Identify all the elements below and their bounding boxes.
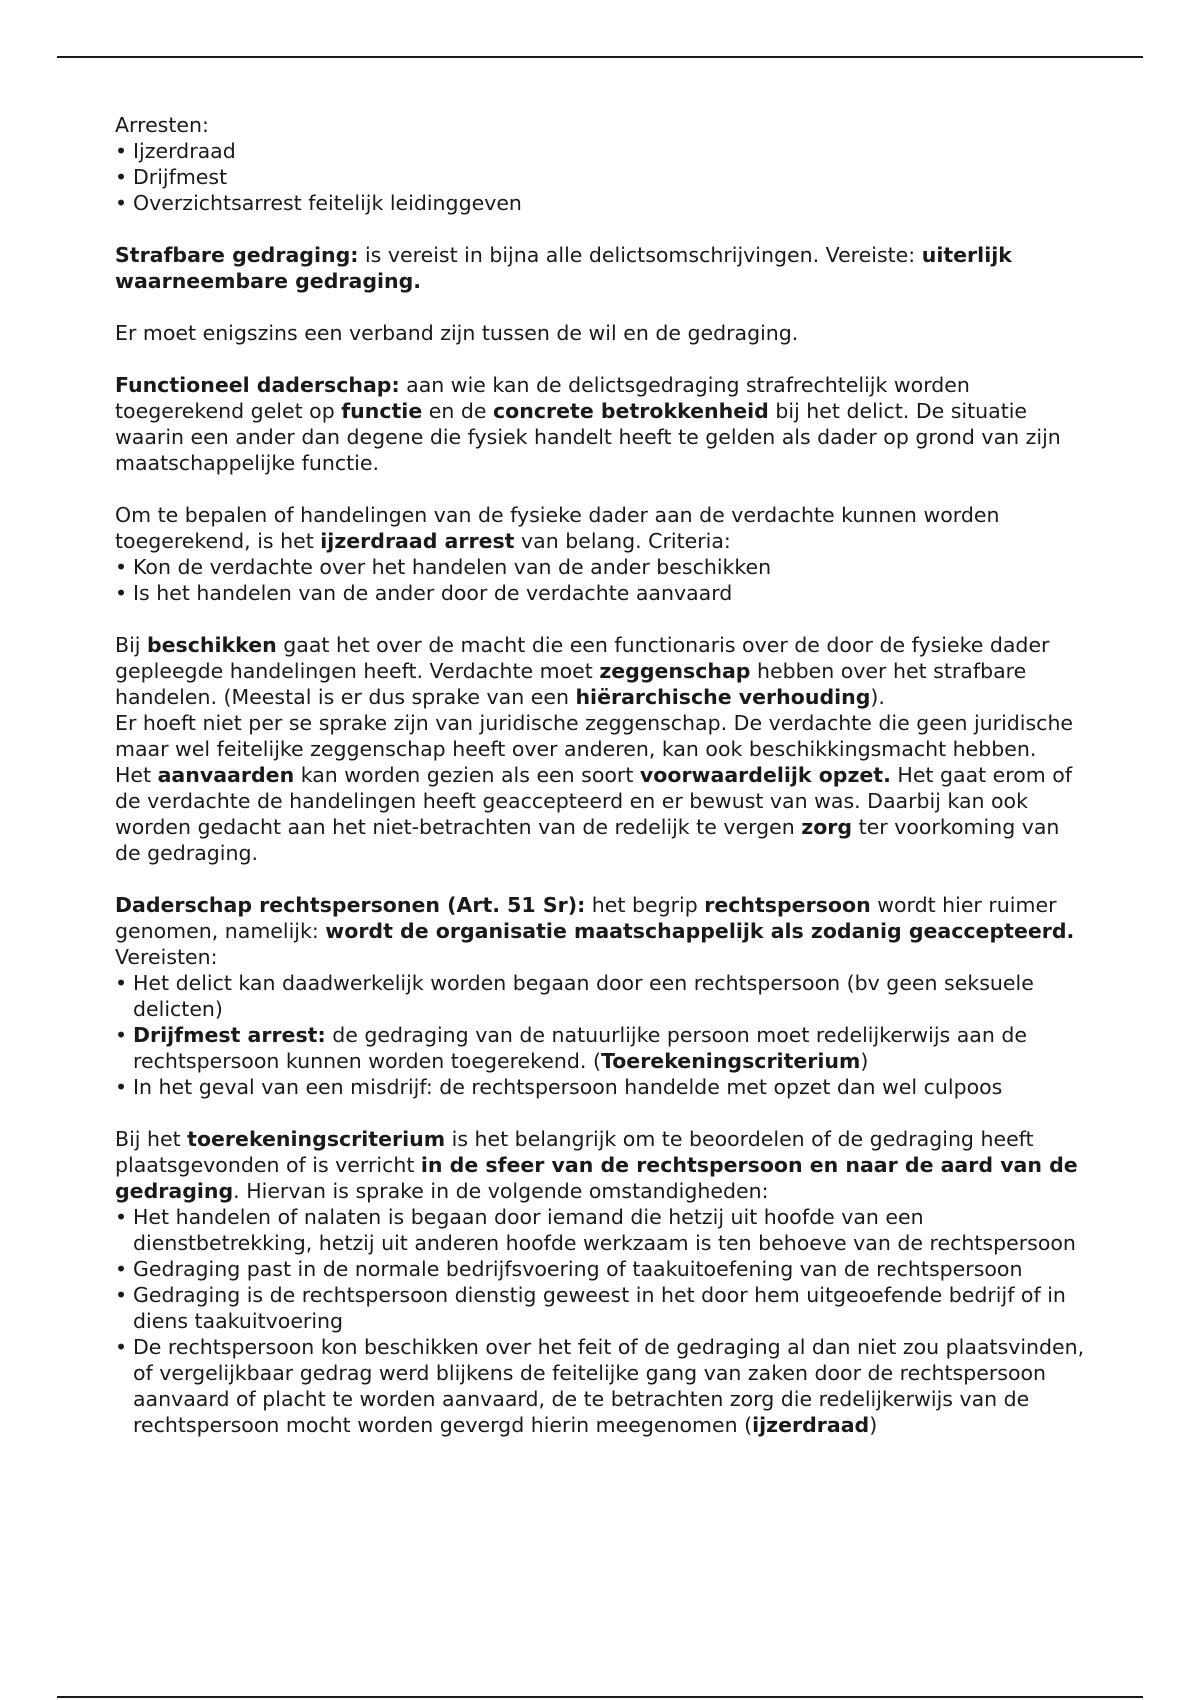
list-item: • Overzichtsarrest feitelijk leidinggeven — [115, 191, 522, 215]
list-item: • Gedraging is de rechtspersoon dienstig geweest in het door hem uitgeoefende bedrijf of in diens taakuitvoering — [115, 1283, 1066, 1333]
toerekening-section — [115, 1126, 1085, 1438]
bullet-icon: • — [115, 165, 128, 189]
arresten-list — [115, 138, 1085, 216]
arresten-heading: Arresten: — [115, 113, 209, 137]
list-item: • Ijzerdraad — [115, 139, 236, 163]
list-item: • Het handelen of nalaten is begaan door iemand die hetzij uit hoofde van een dienstbetrekking, hetzij uit anderen hoofde werkzaam is ten behoeve van de rechtspersoon — [115, 1205, 1076, 1255]
bepalen-paragraph: Om te bepalen of handelingen van de fysieke dader aan de verdachte kunnen worden toegerekend, is het ijzerdraad arrest van belang. Criteria: — [115, 503, 1000, 553]
list-item: • Kon de verdachte over het handelen van de ander beschikken — [115, 555, 772, 579]
strafbare-paragraph: Strafbare gedraging: is vereist in bijna alle delictsomschrijvingen. Vereiste: uiterlijk waarneembare gedraging. — [115, 243, 1012, 293]
list-item: • Gedraging past in de normale bedrijfsvoering of taakuitoefening van de rechtspersoon — [115, 1257, 1023, 1281]
rechtspersonen-section — [115, 892, 1085, 1100]
juridische-zeggenschap-paragraph: Er hoeft niet per se sprake zijn van juridische zeggenschap. De verdachte die geen juridische maar wel feitelijke zeggenschap heeft over anderen, kan ook beschikkingsmacht hebben. — [115, 711, 1074, 761]
functioneel-paragraph: Functioneel daderschap: aan wie kan de delictsgedraging strafrechtelijk worden toegerekend gelet op functie en de concrete betrokkenheid bij het delict. De situatie waarin een ander dan degene die fysiek handelt heeft te gelden als dader op grond van zijn maatschappelijke functie. — [115, 373, 1061, 475]
beschikken-section — [115, 632, 1085, 866]
bullet-icon: • — [115, 1205, 128, 1229]
rechtspersonen-paragraph: Daderschap rechtspersonen (Art. 51 Sr): het begrip rechtspersoon wordt hier ruimer genomen, namelijk: wordt de organisatie maatschappelijk als zodanig geaccepteerd. — [115, 893, 1075, 943]
aanvaarden-paragraph: Het aanvaarden kan worden gezien als een soort voorwaardelijk opzet. Het gaat erom of de verdachte de handelingen heeft geaccepteerd en er bewust van was. Daarbij kan ook worden gedacht aan het niet-betrachten van de redelijk te vergen zorg ter voorkoming van de gedraging. — [115, 763, 1073, 865]
bullet-icon: • — [115, 1075, 128, 1099]
toerekening-paragraph: Bij het toerekeningscriterium is het belangrijk om te beoordelen of de gedraging heeft plaatsgevonden of is verricht in de sfeer van de rechtspersoon en naar de aard van de gedraging. Hiervan is sprake in de volgende omstandigheden: — [115, 1127, 1078, 1203]
bullet-icon: • — [115, 971, 128, 995]
list-item: • De rechtspersoon kon beschikken over het feit of de gedraging al dan niet zou plaatsvinden, of vergelijkbaar gedrag werd blijkens de feitelijke gang van zaken door de rechtspersoon aanvaard of placht te worden aanvaard, de te betrachten zorg die redelijkerwijs van de rechtspersoon mocht worden gevergd hierin meegenomen (ijzerdraad) — [115, 1335, 1085, 1437]
vereisten-heading: Vereisten: — [115, 945, 218, 969]
bullet-icon: • — [115, 1283, 128, 1307]
list-item: • In het geval van een misdrijf: de rechtspersoon handelde met opzet dan wel culpoos — [115, 1075, 1003, 1099]
criteria-list — [115, 554, 1085, 606]
verband-paragraph: Er moet enigszins een verband zijn tussen de wil en de gedraging. — [115, 321, 799, 345]
beschikken-paragraph: Bij beschikken gaat het over de macht die een functionaris over de door de fysieke dader gepleegde handelingen heeft. Verdachte moet zeggenschap hebben over het strafbare handelen. (Meestal is er dus sprake van een hiërarchische verhouding). — [115, 633, 1050, 709]
vereisten-list — [115, 970, 1085, 1100]
list-item: • Het delict kan daadwerkelijk worden begaan door een rechtspersoon (bv geen seksuele delicten) — [115, 971, 1034, 1021]
bullet-icon: • — [115, 1023, 128, 1047]
bottom-divider — [57, 1696, 1143, 1698]
bullet-icon: • — [115, 191, 128, 215]
list-item: • Is het handelen van de ander door de verdachte aanvaard — [115, 581, 733, 605]
bepalen-section — [115, 502, 1085, 606]
bullet-icon: • — [115, 555, 128, 579]
bullet-icon: • — [115, 139, 128, 163]
bullet-icon: • — [115, 1257, 128, 1281]
bullet-icon: • — [115, 581, 128, 605]
list-item: • Drijfmest — [115, 165, 228, 189]
bullet-icon: • — [115, 1335, 128, 1359]
document-body — [115, 112, 1085, 1438]
list-item: • Drijfmest arrest: de gedraging van de natuurlijke persoon moet redelijkerwijs aan de rechtspersoon kunnen worden toegerekend. (Toerekeningscriterium) — [115, 1023, 1027, 1073]
top-divider — [57, 56, 1143, 58]
omstandigheden-list — [115, 1204, 1085, 1438]
arresten-section — [115, 112, 1085, 216]
